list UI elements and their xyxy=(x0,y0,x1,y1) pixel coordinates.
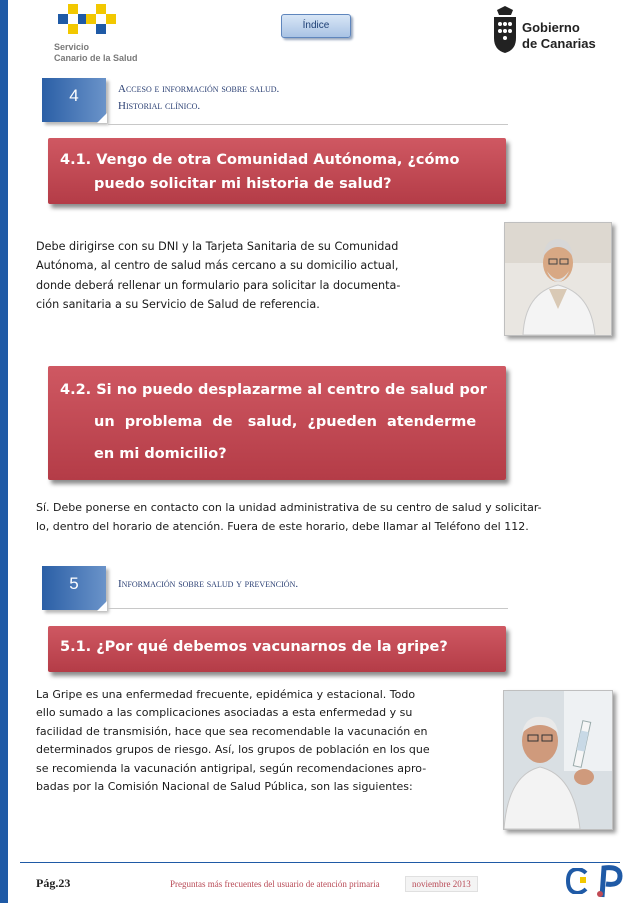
answer-4-1-line4: ción sanitaria a su Servicio de Salud de referencia. xyxy=(36,298,320,312)
section-4-title-line1: Acceso e información sobre salud. xyxy=(118,83,280,95)
section-5-title-line1: Información sobre salud y prevención. xyxy=(118,578,299,590)
answer-4-2 xyxy=(36,498,616,537)
answer-4-2-line1: Sí. Debe ponerse en contacto con la unidad administrativa de su centro de salud y solicitar- xyxy=(36,501,542,514)
section-4-number xyxy=(42,78,106,122)
question-4-2-line2: un problema de salud, ¿pueden atenderme xyxy=(94,414,477,430)
section-4-title-line2: Historial clínico. xyxy=(118,100,201,112)
section-5-number-text: 5 xyxy=(69,574,79,593)
section-4-title xyxy=(118,81,279,115)
answer-4-1-line3: donde deberá rellenar un formulario para solicitar la documenta- xyxy=(36,278,401,292)
logo-right-line1: Gobierno xyxy=(522,20,580,35)
answer-4-1-line1: Debe dirigirse con su DNI y la Tarjeta Sanitaria de su Comunidad xyxy=(36,240,399,253)
index-button[interactable]: Índice xyxy=(281,14,351,38)
question-4-1-line2: puedo solicitar mi historia de salud? xyxy=(94,176,392,192)
answer-5-1-line5: se recomienda la vacunación antigripal, según recomendaciones apro- xyxy=(36,761,427,775)
logo-left-line2: Canario de la Salud xyxy=(54,53,138,63)
section-5-title xyxy=(118,576,298,593)
footer-date: noviembre 2013 xyxy=(405,876,478,892)
footer-logo-c-icon xyxy=(566,868,590,894)
answer-5-1-line1: La Gripe es una enfermedad frecuente, epidémica y estacional. Todo xyxy=(36,688,416,701)
coat-of-arms-icon xyxy=(492,6,518,54)
question-4-2-line1: 4.2. Si no puedo desplazarme al centro de salud por xyxy=(60,382,487,398)
question-4-2-box xyxy=(48,366,506,480)
scs-cross-icon xyxy=(58,4,124,42)
answer-4-1-line2: Autónoma, al centro de salud más cercano a su domicilio actual, xyxy=(36,259,399,273)
question-4-1 xyxy=(60,148,492,196)
question-5-1-line1: 5.1. ¿Por qué debemos vacunarnos de la gripe? xyxy=(60,639,448,655)
section-4-divider xyxy=(108,124,508,125)
gobierno-canarias-logo xyxy=(492,6,612,56)
footer-logo-p-icon xyxy=(594,864,624,898)
question-4-1-line1: 4.1. Vengo de otra Comunidad Autónoma, ¿cómo xyxy=(60,152,460,168)
answer-5-1 xyxy=(36,686,494,796)
answer-5-1-line2: ello sumado a las complicaciones asociadas a esta enfermedad y su xyxy=(36,706,413,720)
footer-title: Preguntas más frecuentes del usuario de atención primaria xyxy=(170,879,380,889)
question-4-2 xyxy=(60,374,492,470)
vaccine-photo xyxy=(503,690,613,830)
page-number: Pág.23 xyxy=(36,876,71,890)
answer-4-1 xyxy=(36,237,492,315)
question-4-1-box xyxy=(48,138,506,204)
logo-right-line2: de Canarias xyxy=(522,36,596,51)
logo-left-line1: Servicio xyxy=(54,42,90,52)
question-5-1-box xyxy=(48,626,506,672)
footer-divider xyxy=(20,862,620,863)
servicio-canario-logo xyxy=(44,2,194,66)
section-5-number xyxy=(42,566,106,610)
question-5-1 xyxy=(60,636,492,658)
answer-5-1-line4: determinados grupos de riesgo. Así, los grupos de población en los que xyxy=(36,743,430,757)
answer-4-2-line2: lo, dentro del horario de atención. Fuera de este horario, debe llamar al Teléfono del 112. xyxy=(36,520,529,534)
section-4-number-text: 4 xyxy=(69,86,79,105)
question-4-2-line3: en mi domicilio? xyxy=(94,446,227,462)
left-accent-bar xyxy=(0,0,8,903)
section-5-divider xyxy=(108,608,508,609)
doctor-image-icon xyxy=(505,223,611,335)
answer-5-1-line3: facilidad de transmisión, hace que sea recomendable la vacunación en xyxy=(36,724,428,738)
vaccine-image-icon xyxy=(504,691,612,829)
doctor-photo xyxy=(504,222,612,336)
answer-5-1-line6: badas por la Comisión Nacional de Salud Pública, son las siguientes: xyxy=(36,780,413,794)
